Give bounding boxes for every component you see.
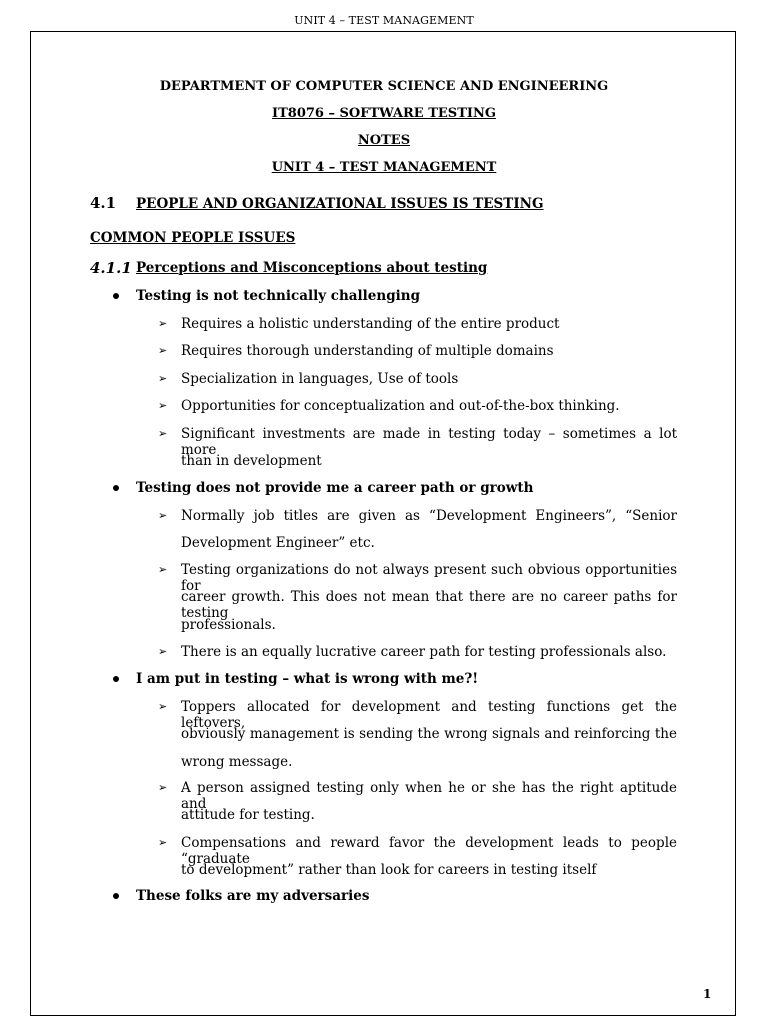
list-item-line: A person assigned testing only when he or she has the right aptitude and (181, 780, 677, 812)
subheading: COMMON PEOPLE ISSUES (90, 230, 296, 246)
list-item-line: professionals. (181, 616, 276, 633)
list-item-line: Normally job titles are given as “Development Engineers”, “Senior (181, 508, 677, 524)
arrow-bullet-icon: ➢ (158, 372, 168, 385)
list-item-line: career growth. This does not mean that there are no career paths for testing (181, 589, 677, 622)
bullet-heading: Testing does not provide me a career path or growth (136, 480, 534, 496)
bullet-dot-icon (113, 893, 119, 899)
subsection-title: Perceptions and Misconceptions about testing (136, 260, 488, 276)
arrow-bullet-icon: ➢ (158, 427, 168, 440)
list-item-line: to development” rather than look for careers in testing itself (181, 862, 597, 879)
list-item-line: Development Engineer” etc. (181, 535, 375, 552)
arrow-bullet-icon: ➢ (158, 509, 168, 522)
list-item-line: There is an equally lucrative career path for testing professionals also. (181, 644, 667, 660)
bullet-heading: Testing is not technically challenging (136, 288, 421, 304)
subsection-number: 4.1.1 (90, 259, 132, 277)
arrow-bullet-icon: ➢ (158, 317, 168, 330)
list-item-line: wrong message. (181, 753, 293, 770)
list-item-line: Requires a holistic understanding of the entire product (181, 316, 560, 332)
arrow-bullet-icon: ➢ (158, 344, 168, 357)
bullet-heading: These folks are my adversaries (136, 888, 370, 904)
list-item-line: attitude for testing. (181, 807, 315, 824)
doc-type: NOTES (357, 133, 411, 148)
bullet-heading: I am put in testing – what is wrong with me?! (136, 671, 479, 687)
arrow-bullet-icon: ➢ (158, 700, 168, 713)
list-item-line: Toppers allocated for development and testing functions get the leftovers, (181, 699, 677, 731)
running-header: UNIT 4 – TEST MANAGEMENT (294, 14, 474, 27)
list-item-line: Compensations and reward favor the development leads to people “graduate (181, 835, 677, 867)
list-item-line: than in development (181, 453, 322, 470)
list-item-line: obviously management is sending the wrong signals and reinforcing the (181, 726, 677, 743)
section-title: PEOPLE AND ORGANIZATIONAL ISSUES IS TESTING (136, 196, 544, 212)
list-item-line: Testing organizations do not always present such obvious opportunities for (181, 562, 677, 594)
arrow-bullet-icon: ➢ (158, 563, 168, 576)
arrow-bullet-icon: ➢ (158, 836, 168, 849)
list-item-line: Specialization in languages, Use of tools (181, 371, 459, 387)
arrow-bullet-icon: ➢ (158, 399, 168, 412)
department-title: DEPARTMENT OF COMPUTER SCIENCE AND ENGINEERING (159, 79, 609, 94)
list-item-line: Requires thorough understanding of multiple domains (181, 343, 554, 359)
list-item-line: Opportunities for conceptualization and out-of-the-box thinking. (181, 398, 620, 414)
list-item-line: Significant investments are made in testing today – sometimes a lot more (181, 426, 677, 458)
bullet-dot-icon (113, 676, 119, 682)
bullet-dot-icon (113, 293, 119, 299)
unit-title: UNIT 4 – TEST MANAGEMENT (271, 160, 497, 175)
arrow-bullet-icon: ➢ (158, 781, 168, 794)
course-title: IT8076 – SOFTWARE TESTING (272, 106, 496, 121)
section-number: 4.1 (90, 194, 117, 212)
bullet-dot-icon (113, 485, 119, 491)
page-number: 1 (703, 987, 712, 1001)
arrow-bullet-icon: ➢ (158, 645, 168, 658)
